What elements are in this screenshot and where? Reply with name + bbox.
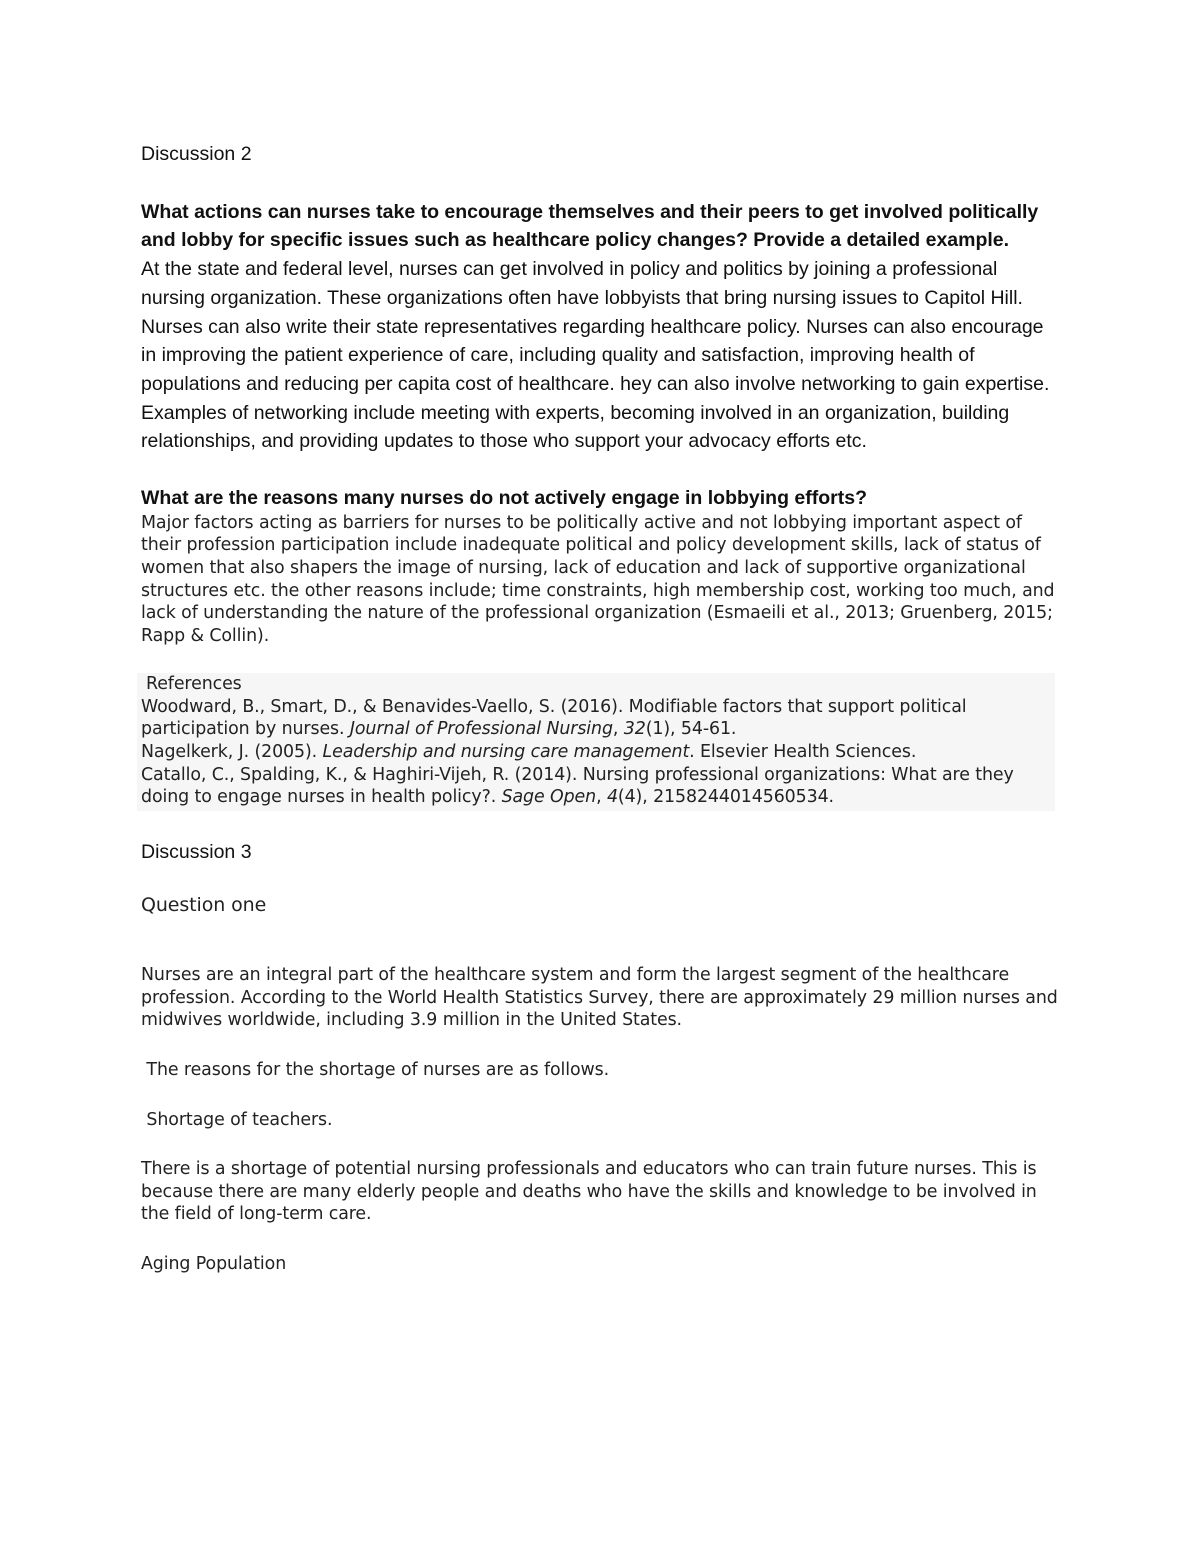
paragraph-shortage-professionals: There is a shortage of potential nursing professionals and educators who can train future nurses. This is because there are many elderly people and deaths who have the skills and knowledge to be involved in the field of long-term care. [141,1159,1037,1225]
paragraph-nurses-integral: Nurses are an integral part of the healthcare system and form the largest segment of the healthcare profession. According to the World Health Statistics Survey, there are approximately 29 million nurses and midwives worldwide, including 3.9 million in the United States. [141,965,1058,1031]
reference-title: Leadership and nursing care management [322,742,690,763]
references-block [137,673,1055,811]
question-political-involvement: What actions can nurses take to encourage themselves and their peers to get involved politically and lobby for specific issues such as healthcare policy changes? Provide a detailed example. [141,200,1039,252]
question-one-subheading: Question one [141,893,267,916]
document-page [141,140,1061,1276]
discussion-2-heading: Discussion 2 [141,143,252,165]
reference-text: . Elsevier Health Sciences. [689,742,917,763]
answer-political-involvement: At the state and federal level, nurses can get involved in policy and politics by joining a professional nursing organization. These organizations often have lobbyists that bring nursing issues to Capitol Hill. Nurses can also write their state representatives regarding healthcare policy. Nurses can also encourage in improving the patient experience of care, including quality and satisfaction, improving health of populations and reducing per capita cost of healthcare. hey can also involve networking to gain expertise. Examples of networking include meeting with experts, becoming involved in an organization, building relationships, and providing updates to those who support your advocacy efforts etc. [141,258,1050,453]
paragraph-shortage-reasons: The reasons for the shortage of nurses are as follows. [141,1059,610,1080]
paragraph-aging-population: Aging Population [141,1253,287,1274]
reference-separator: , [596,787,607,808]
reference-separator: , [612,719,624,740]
reference-text: Catallo, C., Spalding, K., & Haghiri-Vijeh, R. (2014). Nursing professional organizations: What are they doing to engage nurses in health policy?. [141,764,1014,808]
discussion-3-heading: Discussion 3 [141,840,252,863]
reference-nagelkerk [141,741,1051,764]
answer-lobbying-barriers: Major factors acting as barriers for nurses to be politically active and not lobbying important aspect of their profession participation include inadequate political and policy development skills, lack of status of women that also shapers the image of nursing, lack of education and lack of supportive organizational structures etc. the other reasons include; time constraints, high membership cost, working too much, and lack of understanding the nature of the professional organization (Esmaeili et al., 2013; Gruenberg, 2015; Rapp & Collin). [141,512,1055,646]
reference-volume: 32 [623,719,646,740]
reference-text: Woodward, B., Smart, D., & Benavides-Vaello, S. (2016). Modifiable factors that support political participation by nurses. [141,696,967,740]
reference-volume: 4 [606,787,618,808]
reference-text: (1), 54-61. [645,719,737,740]
paragraph-shortage-teachers: Shortage of teachers. [141,1109,333,1130]
references-label: References [146,674,242,695]
question-lobbying-barriers: What are the reasons many nurses do not actively engage in lobbying efforts? [141,487,867,510]
reference-text: (4), 2158244014560534. [617,787,834,808]
reference-journal: Journal of Professional Nursing [349,719,613,740]
reference-woodward [141,696,1051,741]
reference-text: Nagelkerk, J. (2005). [141,742,323,763]
reference-catallo [141,764,1051,809]
reference-journal: Sage Open [501,787,597,808]
